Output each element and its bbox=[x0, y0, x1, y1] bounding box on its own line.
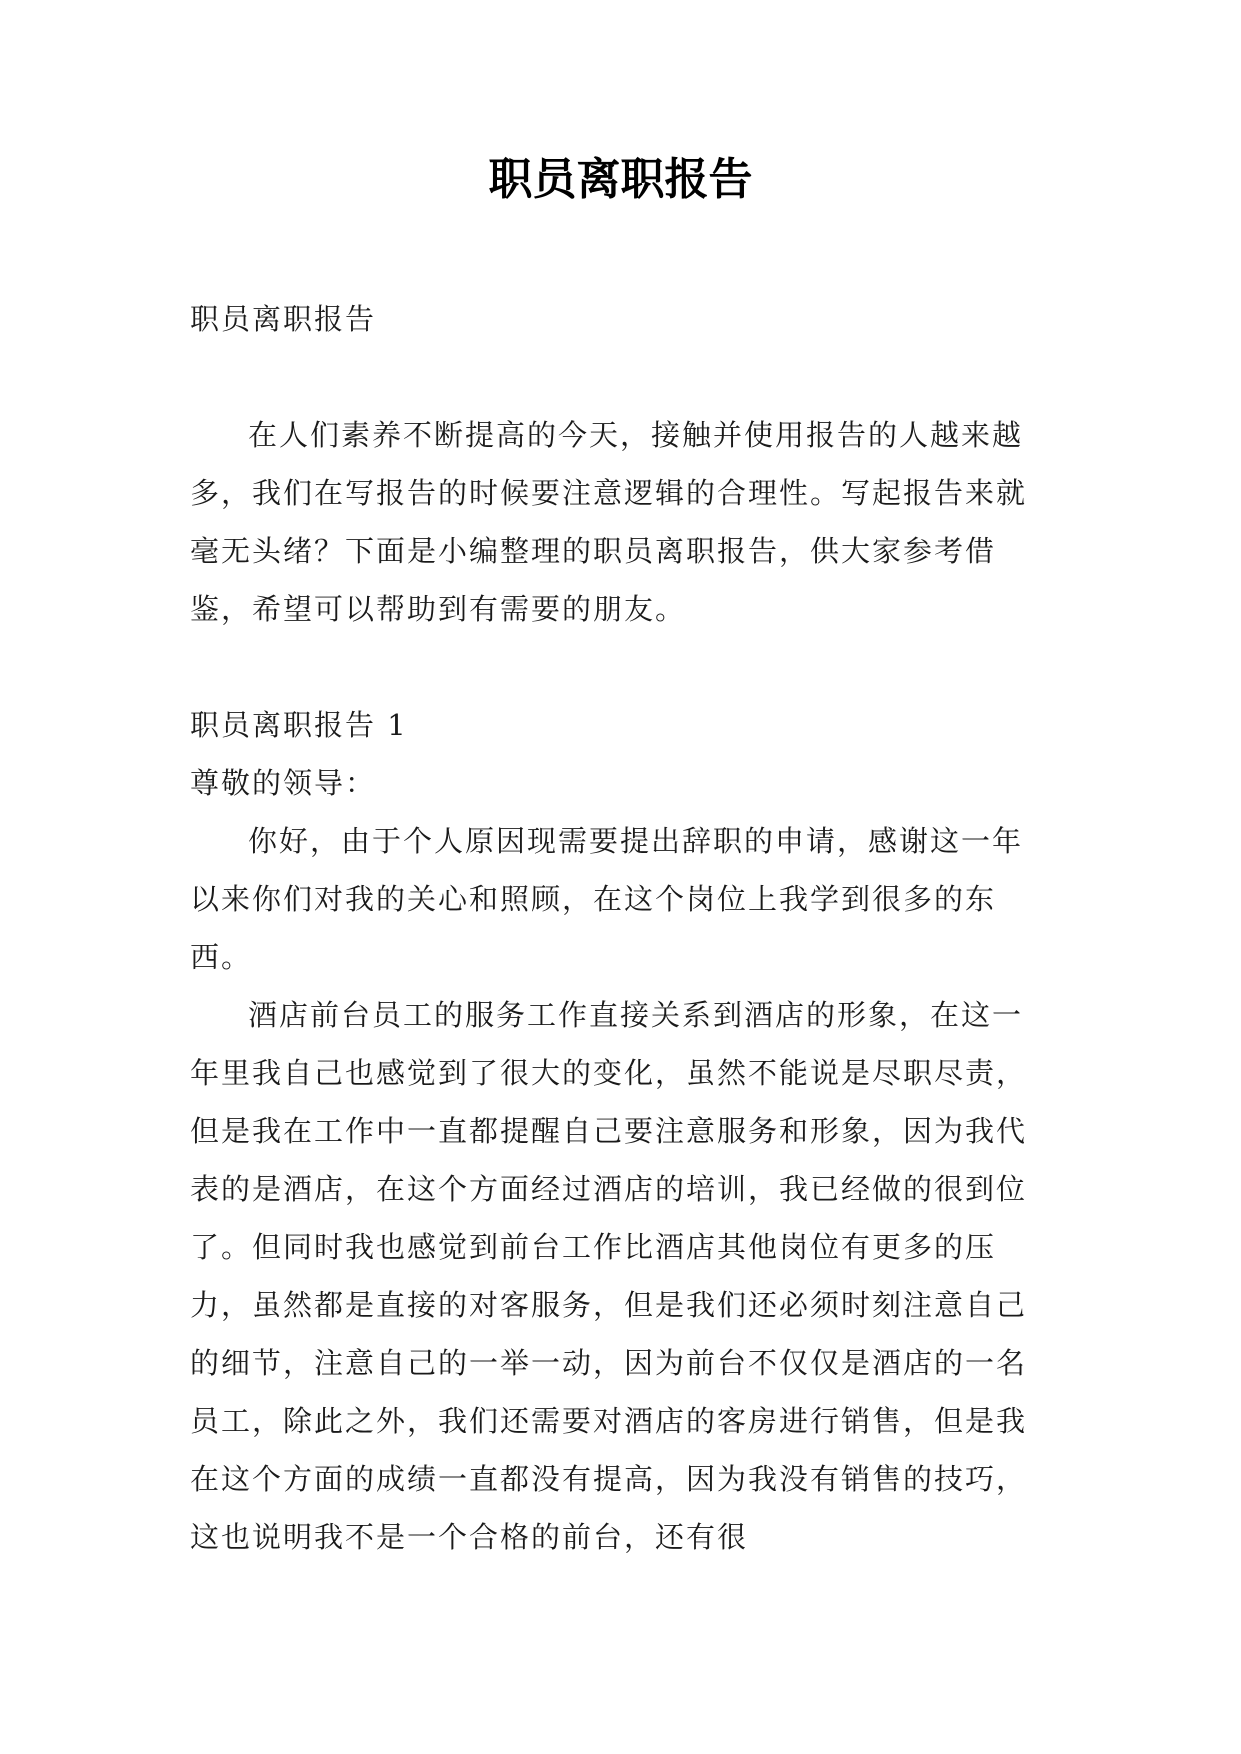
section-heading: 职员离职报告 1 bbox=[190, 708, 408, 742]
body-paragraph-2: 酒店前台员工的服务工作直接关系到酒店的形象，在这一年里我自己也感觉到了很大的变化，虽然不能说是尽职尽责，但是我在工作中一直都提醒自己要注意服务和形象，因为我代表的是酒店，在这个方面经过酒店的培训，我已经做的很到位了。但同时我也感觉到前台工作比酒店其他岗位有更多的压力，虽然都是直接的对客服务，但是我们还必须时刻注意自己的细节，注意自己的一举一动，因为前台不仅仅是酒店的一名员工，除此之外，我们还需要对酒店的客房进行销售，但是我在这个方面的成绩一直都没有提高，因为我没有销售的技巧，这也说明我不是一个合格的前台，还有很 bbox=[190, 998, 1028, 1554]
document-title: 职员离职报告 bbox=[488, 154, 753, 205]
salutation: 尊敬的领导： bbox=[190, 766, 377, 800]
document-subtitle: 职员离职报告 bbox=[190, 302, 377, 336]
intro-paragraph: 在人们素养不断提高的今天，接触并使用报告的人越来越多，我们在写报告的时候要注意逻辑的合理性。写起报告来就毫无头绪？下面是小编整理的职员离职报告，供大家参考借鉴，希望可以帮助到有需要的朋友。 bbox=[190, 418, 1028, 626]
body-paragraph-1: 你好，由于个人原因现需要提出辞职的申请，感谢这一年以来你们对我的关心和照顾，在这个岗位上我学到很多的东西。 bbox=[190, 824, 1024, 974]
document-body bbox=[190, 290, 1050, 1566]
